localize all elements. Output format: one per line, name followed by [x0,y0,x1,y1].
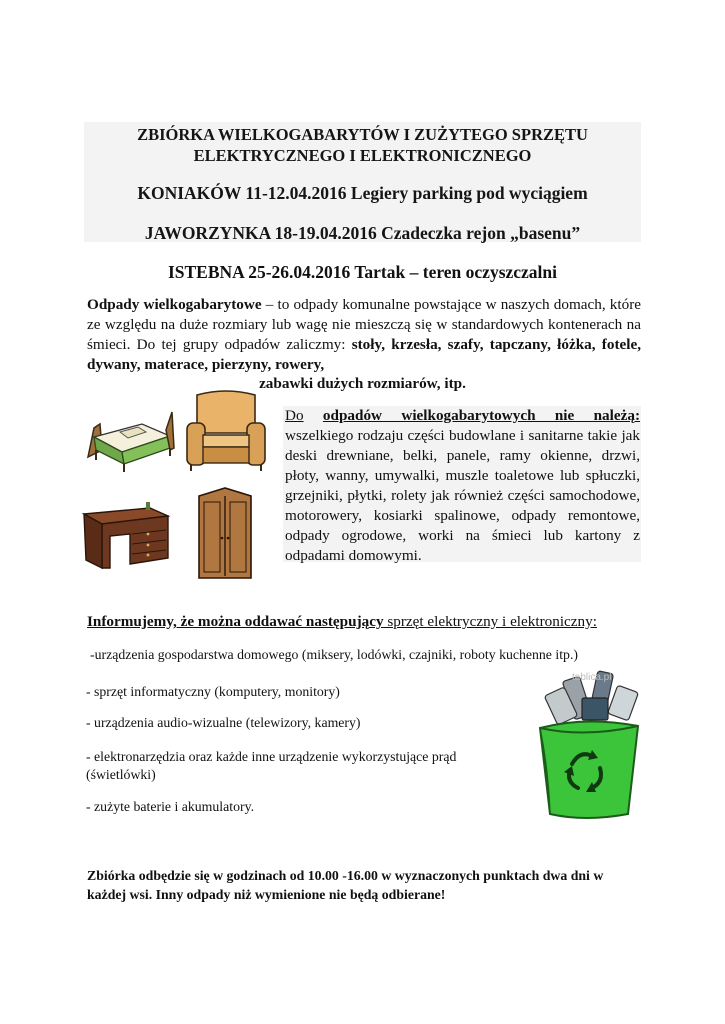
list-item: - urządzenia audio-wizualne (telewizory, kamery) [86,715,361,730]
intro-term: Odpady wielkogabarytowe [87,296,262,313]
bed-icon [80,402,175,474]
wardrobe-icon [195,486,255,582]
istebna-line: ISTEBNA 25-26.04.2016 Tartak – teren oczyszczalni [167,262,558,282]
title-line-1: ZBIÓRKA WIELKOGABARYTÓW I ZUŻYTEGO SPRZĘTU [137,125,588,144]
list-item: -urządzenia gospodarstwa domowego (miksery, lodówki, czajniki, roboty kuchenne itp.) [90,647,578,662]
intro-paragraph [87,295,641,375]
footer-line-1: Zbiórka odbędzie się w godzinach od 10.00 -16.00 w wyznaczonych punktach dwa dni w [87,868,604,883]
armchair-icon [183,387,269,473]
recycling-bag-icon [520,668,650,824]
koniakow-line: KONIAKÓW 11-12.04.2016 Legiery parking pod wyciągiem [137,183,588,203]
exclusions-lead: Do [285,407,304,424]
watermark-label: tablica.pl [572,672,612,683]
electronics-heading-rest: sprzęt elektryczny i elektroniczny: [383,613,597,630]
exclusions-lead-bold: odpadów wielkogabarytowych nie należą: [322,407,641,424]
list-item: - zużyte baterie i akumulatory. [86,799,255,814]
intro-dash: – [261,296,278,313]
list-item: (świetlówki) [86,767,156,782]
list-item: - elektronarzędzia oraz każde inne urządzenie wykorzystujące prąd [86,749,457,764]
intro-items: stoły, krzesła, szafy, tapczany, łóżka, fotele, dywany, materace, pierzyny, rowery, [87,336,641,373]
desk-icon [80,500,170,572]
recycling-bag-image [520,668,650,824]
intro-text: to odpady komunalne powstające w naszych domach, które ze względu na duże rozmiary lub wagę nie mieszczą się w standardowych kontenerach na śmieci. Do tej grupy odpadów zaliczmy: [87,296,642,353]
jaworzynka-line: JAWORZYNKA 18-19.04.2016 Czadeczka rejon „basenu” [144,223,581,243]
footer-line-2: każdej wsi. Inny odpady niż wymienione nie będą odbierane! [87,887,446,902]
exclusions-paragraph [285,406,640,566]
list-item: - sprzęt informatyczny (komputery, monitory) [86,684,340,699]
electronics-heading-bold: Informujemy, że można oddawać następujący [87,613,384,630]
electronics-heading [87,612,647,632]
exclusions-text: wszelkiego rodzaju części budowlane i sanitarne takie jak deski drewniane, belki, panele, ramy okienne, drzwi, płoty, wanny, umywalki, muszle toaletowe lub spłuczki, grzejniki, płytki, rolety jak również części samochodowe, motorowery, kosiarki spalinowe, odpady remontowe, odpady ogrodowe, worki na śmieci lub kartony z odpadami domowymi. [285,427,640,564]
title-line-2: ELEKTRYCZNEGO I ELEKTRONICZNEGO [193,146,532,165]
intro-items-last: zabawki dużych rozmiarów, itp. [259,375,466,392]
